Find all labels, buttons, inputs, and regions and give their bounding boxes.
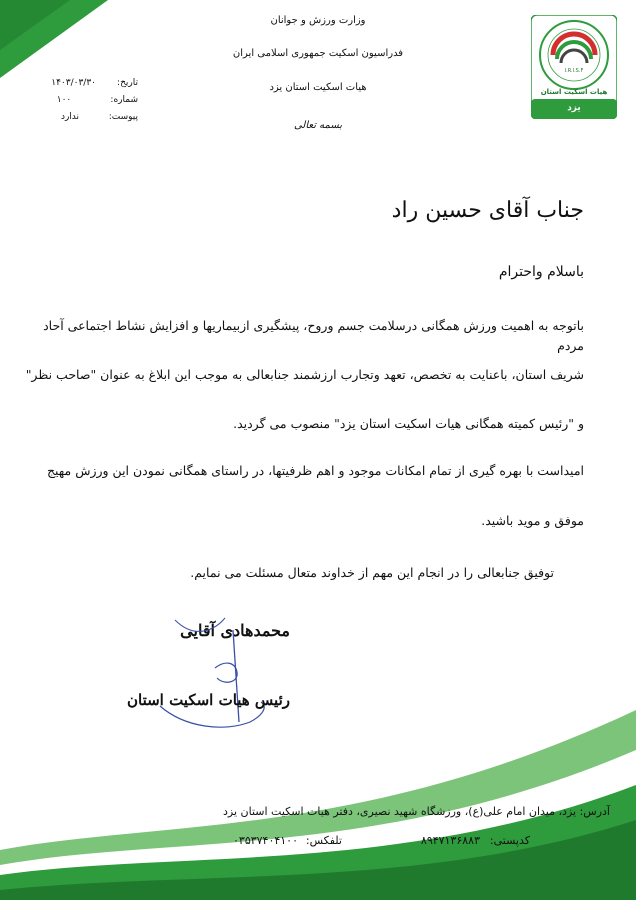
paragraph2-line1: امیداست با بهره گیری از تمام امکانات موجود و اهم ظرفیتها، در راستای همگانی نمودن این ورزش مهیج (46, 463, 584, 478)
paragraph2-line2: موفق و موید باشید. (481, 513, 584, 528)
number-label: شماره: (110, 95, 138, 105)
date-value: ۱۴۰۳/۰۳/۳۰ (51, 78, 96, 88)
attachment-label: پیوست: (108, 112, 138, 122)
signatory-name: محمدهادی آقایی (180, 621, 290, 640)
header-invocation: بسمه تعالی (293, 120, 343, 131)
logo-center-abbr: I.R.I.S.F (564, 68, 584, 74)
header-board: هیات اسکیت استان یزد (269, 82, 367, 93)
closing-line: توفیق جنابعالی را در انجام این مهم از خداوند متعال مسئلت می نمایم. (190, 565, 554, 580)
signatory-title: رئیس هیات اسکیت استان (127, 691, 290, 709)
logo-city: یزد (567, 103, 581, 113)
phone-value: ۰۳۵۳۷۴۰۴۱۰۰ (233, 834, 298, 847)
footer-wave-decoration (0, 690, 636, 900)
paragraph1-line3: و "رئیس کمیته همگانی هیات اسکیت استان یزد" منصوب می گردید. (233, 416, 584, 431)
phone-label: تلفکس: (305, 834, 342, 847)
number-value: ۱۰۰ (56, 95, 72, 105)
logo-board-name: هیات اسکیت استان (540, 88, 608, 96)
greeting: باسلام واحترام (498, 264, 584, 280)
attachment-value: ندارد (60, 112, 80, 122)
paragraph1-line1: باتوجه به اهمیت ورزش همگانی درسلامت جسم وروح، پیشگیری ازبیماریها و افزایش نشاط اجتماعی آحاد مردم (43, 318, 584, 353)
header-federation: فدراسیون اسکیت جمهوری اسلامی ایران (232, 48, 404, 59)
header-ministry: وزارت ورزش و جوانان (270, 15, 366, 26)
postal-value: ۸۹۴۷۱۳۶۸۸۳ (420, 834, 480, 847)
date-label: تاریخ: (117, 78, 138, 88)
footer-address: آدرس: یزد، میدان امام علی(ع)، ورزشگاه شهید نصیری، دفتر هیات اسکیت استان یزد (222, 805, 610, 818)
recipient: جناب آقای حسین راد (391, 198, 584, 223)
corner-decoration (0, 0, 110, 80)
paragraph1-line2: شریف استان، باعنایت به تخصص، تعهد وتجارب ارزشمند جنابعالی به موجب این ابلاغ به عنوان "صاحب نظر" (25, 367, 584, 382)
federation-logo (531, 15, 617, 119)
postal-label: کدپستی: (489, 834, 530, 847)
